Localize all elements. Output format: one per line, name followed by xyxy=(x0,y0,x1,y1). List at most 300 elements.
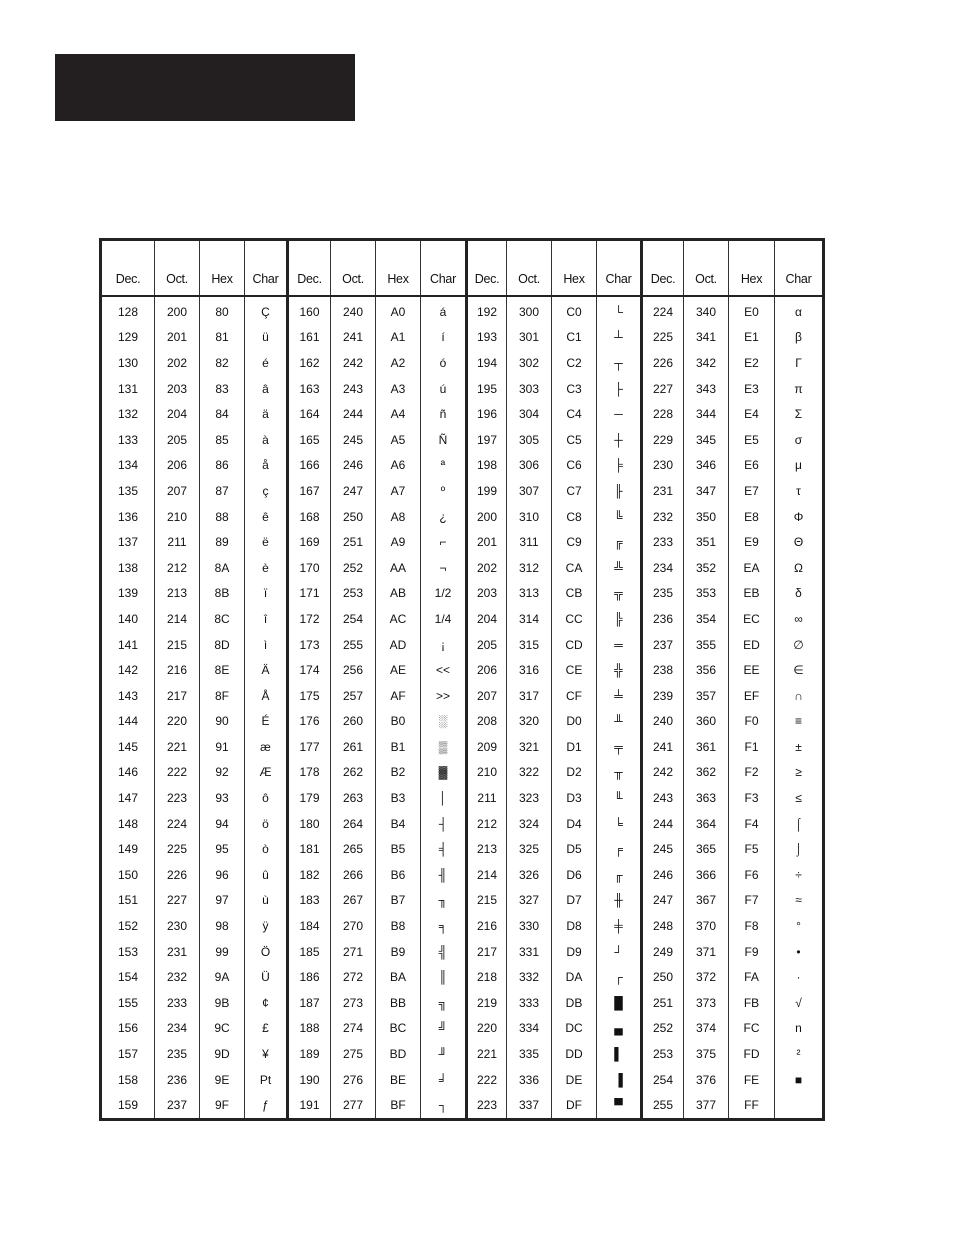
cell-hex: 94 xyxy=(200,811,245,837)
cell-dec: 168 xyxy=(288,504,331,530)
cell-oct: 356 xyxy=(684,657,729,683)
cell-dec: 167 xyxy=(288,478,331,504)
cell-hex: A0 xyxy=(376,296,421,325)
cell-dec: 161 xyxy=(288,325,331,351)
cell-char: ¢ xyxy=(245,990,288,1016)
cell-hex: AD xyxy=(376,632,421,658)
cell-hex: CB xyxy=(552,581,597,607)
cell-hex: B3 xyxy=(376,785,421,811)
cell-char: º xyxy=(421,478,467,504)
cell-dec: 145 xyxy=(101,734,155,760)
cell-char: └ xyxy=(597,296,642,325)
cell-hex: ED xyxy=(729,632,775,658)
cell-hex: C4 xyxy=(552,401,597,427)
cell-char: Ü xyxy=(245,964,288,990)
cell-dec: 172 xyxy=(288,606,331,632)
cell-char: ▀ xyxy=(597,1092,642,1119)
cell-char: ■ xyxy=(775,1067,824,1093)
cell-dec: 212 xyxy=(467,811,507,837)
cell-oct: 215 xyxy=(155,632,200,658)
cell-oct: 377 xyxy=(684,1092,729,1119)
cell-oct: 252 xyxy=(331,555,376,581)
cell-hex: 9E xyxy=(200,1067,245,1093)
cell-char: ╧ xyxy=(597,683,642,709)
cell-char: ⌡ xyxy=(775,836,824,862)
cell-dec: 234 xyxy=(642,555,684,581)
cell-hex: BB xyxy=(376,990,421,1016)
cell-hex: EB xyxy=(729,581,775,607)
cell-dec: 137 xyxy=(101,529,155,555)
cell-dec: 245 xyxy=(642,836,684,862)
cell-oct: 216 xyxy=(155,657,200,683)
cell-dec: 131 xyxy=(101,376,155,402)
cell-hex: E6 xyxy=(729,453,775,479)
cell-dec: 191 xyxy=(288,1092,331,1119)
cell-oct: 200 xyxy=(155,296,200,325)
cell-oct: 340 xyxy=(684,296,729,325)
cell-dec: 141 xyxy=(101,632,155,658)
cell-hex: E7 xyxy=(729,478,775,504)
cell-hex: F2 xyxy=(729,760,775,786)
cell-hex: 84 xyxy=(200,401,245,427)
cell-dec: 238 xyxy=(642,657,684,683)
cell-hex: E3 xyxy=(729,376,775,402)
column-header-char: Char xyxy=(775,240,824,297)
cell-oct: 361 xyxy=(684,734,729,760)
cell-hex: A2 xyxy=(376,350,421,376)
cell-hex: DA xyxy=(552,964,597,990)
cell-dec: 227 xyxy=(642,376,684,402)
cell-char: μ xyxy=(775,453,824,479)
cell-char: Ç xyxy=(245,296,288,325)
cell-dec: 147 xyxy=(101,785,155,811)
cell-hex: D5 xyxy=(552,836,597,862)
cell-dec: 150 xyxy=(101,862,155,888)
column-header-dec: Dec. xyxy=(288,240,331,297)
column-header-dec: Dec. xyxy=(101,240,155,297)
cell-dec: 160 xyxy=(288,296,331,325)
cell-char: Ä xyxy=(245,657,288,683)
column-header-oct: Oct. xyxy=(155,240,200,297)
cell-dec: 179 xyxy=(288,785,331,811)
cell-char: ╫ xyxy=(597,888,642,914)
cell-dec: 222 xyxy=(467,1067,507,1093)
cell-oct: 341 xyxy=(684,325,729,351)
cell-oct: 347 xyxy=(684,478,729,504)
cell-oct: 243 xyxy=(331,376,376,402)
cell-dec: 243 xyxy=(642,785,684,811)
cell-dec: 254 xyxy=(642,1067,684,1093)
cell-oct: 331 xyxy=(507,939,552,965)
cell-hex: F1 xyxy=(729,734,775,760)
table-row xyxy=(101,401,824,427)
cell-dec: 153 xyxy=(101,939,155,965)
cell-hex: A7 xyxy=(376,478,421,504)
cell-oct: 217 xyxy=(155,683,200,709)
cell-hex: DD xyxy=(552,1041,597,1067)
table-row xyxy=(101,1092,824,1119)
cell-oct: 256 xyxy=(331,657,376,683)
cell-oct: 226 xyxy=(155,862,200,888)
cell-char: è xyxy=(245,555,288,581)
cell-oct: 237 xyxy=(155,1092,200,1119)
cell-char: ┼ xyxy=(597,427,642,453)
cell-dec: 241 xyxy=(642,734,684,760)
cell-char: ═ xyxy=(597,632,642,658)
cell-oct: 374 xyxy=(684,1016,729,1042)
cell-hex: D1 xyxy=(552,734,597,760)
cell-dec: 226 xyxy=(642,350,684,376)
cell-hex: B9 xyxy=(376,939,421,965)
cell-dec: 163 xyxy=(288,376,331,402)
cell-oct: 267 xyxy=(331,888,376,914)
cell-hex: B4 xyxy=(376,811,421,837)
cell-dec: 162 xyxy=(288,350,331,376)
cell-dec: 190 xyxy=(288,1067,331,1093)
cell-oct: 245 xyxy=(331,427,376,453)
cell-dec: 218 xyxy=(467,964,507,990)
cell-dec: 144 xyxy=(101,709,155,735)
cell-dec: 203 xyxy=(467,581,507,607)
cell-oct: 364 xyxy=(684,811,729,837)
cell-dec: 178 xyxy=(288,760,331,786)
cell-char: Ö xyxy=(245,939,288,965)
column-header-char: Char xyxy=(421,240,467,297)
cell-dec: 199 xyxy=(467,478,507,504)
cell-hex: AE xyxy=(376,657,421,683)
cell-char: Æ xyxy=(245,760,288,786)
cell-char: ╟ xyxy=(597,478,642,504)
cell-char: ² xyxy=(775,1041,824,1067)
cell-dec: 229 xyxy=(642,427,684,453)
cell-oct: 246 xyxy=(331,453,376,479)
cell-hex: 87 xyxy=(200,478,245,504)
cell-hex: C6 xyxy=(552,453,597,479)
cell-oct: 327 xyxy=(507,888,552,914)
cell-hex: CF xyxy=(552,683,597,709)
cell-dec: 130 xyxy=(101,350,155,376)
cell-oct: 330 xyxy=(507,913,552,939)
column-header-hex: Hex xyxy=(200,240,245,297)
table-row xyxy=(101,785,824,811)
cell-hex: AA xyxy=(376,555,421,581)
cell-dec: 181 xyxy=(288,836,331,862)
cell-oct: 234 xyxy=(155,1016,200,1042)
cell-dec: 197 xyxy=(467,427,507,453)
cell-char: ╢ xyxy=(421,862,467,888)
cell-char: ë xyxy=(245,529,288,555)
cell-hex: 82 xyxy=(200,350,245,376)
cell-dec: 180 xyxy=(288,811,331,837)
cell-char: Φ xyxy=(775,504,824,530)
cell-oct: 236 xyxy=(155,1067,200,1093)
cell-oct: 372 xyxy=(684,964,729,990)
cell-dec: 228 xyxy=(642,401,684,427)
cell-hex: E8 xyxy=(729,504,775,530)
cell-hex: F7 xyxy=(729,888,775,914)
table-row xyxy=(101,325,824,351)
cell-dec: 231 xyxy=(642,478,684,504)
cell-oct: 316 xyxy=(507,657,552,683)
table-row xyxy=(101,296,824,325)
cell-oct: 205 xyxy=(155,427,200,453)
table-row xyxy=(101,760,824,786)
cell-hex: 98 xyxy=(200,913,245,939)
cell-hex: CD xyxy=(552,632,597,658)
cell-char: ▒ xyxy=(421,734,467,760)
cell-char: δ xyxy=(775,581,824,607)
cell-hex: CA xyxy=(552,555,597,581)
table-row xyxy=(101,964,824,990)
cell-hex: FB xyxy=(729,990,775,1016)
cell-hex: E9 xyxy=(729,529,775,555)
cell-dec: 169 xyxy=(288,529,331,555)
cell-char: é xyxy=(245,350,288,376)
cell-hex: 9D xyxy=(200,1041,245,1067)
cell-hex: 8C xyxy=(200,606,245,632)
cell-oct: 367 xyxy=(684,888,729,914)
table-row xyxy=(101,632,824,658)
cell-dec: 220 xyxy=(467,1016,507,1042)
cell-char: ╡ xyxy=(421,836,467,862)
cell-oct: 303 xyxy=(507,376,552,402)
cell-hex: FD xyxy=(729,1041,775,1067)
cell-char: Å xyxy=(245,683,288,709)
cell-hex: 9C xyxy=(200,1016,245,1042)
cell-dec: 237 xyxy=(642,632,684,658)
cell-char: £ xyxy=(245,1016,288,1042)
cell-dec: 208 xyxy=(467,709,507,735)
cell-oct: 223 xyxy=(155,785,200,811)
table-row xyxy=(101,862,824,888)
cell-dec: 194 xyxy=(467,350,507,376)
table-row xyxy=(101,478,824,504)
cell-char: ╒ xyxy=(597,836,642,862)
cell-char: ╞ xyxy=(597,453,642,479)
cell-oct: 204 xyxy=(155,401,200,427)
cell-char: ü xyxy=(245,325,288,351)
cell-hex: C8 xyxy=(552,504,597,530)
cell-hex: D4 xyxy=(552,811,597,837)
cell-dec: 204 xyxy=(467,606,507,632)
cell-hex: 95 xyxy=(200,836,245,862)
ascii-table xyxy=(99,238,825,1121)
cell-hex: 86 xyxy=(200,453,245,479)
cell-char: ≈ xyxy=(775,888,824,914)
cell-dec: 174 xyxy=(288,657,331,683)
cell-char: █ xyxy=(597,990,642,1016)
cell-oct: 362 xyxy=(684,760,729,786)
cell-oct: 206 xyxy=(155,453,200,479)
table-row xyxy=(101,734,824,760)
cell-char: Ω xyxy=(775,555,824,581)
cell-oct: 366 xyxy=(684,862,729,888)
cell-char: ä xyxy=(245,401,288,427)
cell-oct: 232 xyxy=(155,964,200,990)
cell-dec: 186 xyxy=(288,964,331,990)
cell-char: Θ xyxy=(775,529,824,555)
cell-hex: F8 xyxy=(729,913,775,939)
cell-oct: 353 xyxy=(684,581,729,607)
cell-dec: 142 xyxy=(101,657,155,683)
column-header-oct: Oct. xyxy=(684,240,729,297)
table-row xyxy=(101,683,824,709)
cell-oct: 312 xyxy=(507,555,552,581)
cell-hex: 96 xyxy=(200,862,245,888)
cell-char: ≥ xyxy=(775,760,824,786)
cell-dec: 239 xyxy=(642,683,684,709)
cell-dec: 138 xyxy=(101,555,155,581)
cell-char: Σ xyxy=(775,401,824,427)
cell-oct: 365 xyxy=(684,836,729,862)
cell-dec: 132 xyxy=(101,401,155,427)
cell-oct: 305 xyxy=(507,427,552,453)
cell-dec: 195 xyxy=(467,376,507,402)
cell-hex: F3 xyxy=(729,785,775,811)
cell-dec: 176 xyxy=(288,709,331,735)
cell-oct: 304 xyxy=(507,401,552,427)
cell-oct: 253 xyxy=(331,581,376,607)
cell-dec: 177 xyxy=(288,734,331,760)
cell-dec: 224 xyxy=(642,296,684,325)
cell-char: │ xyxy=(421,785,467,811)
cell-oct: 251 xyxy=(331,529,376,555)
cell-char: ╥ xyxy=(597,760,642,786)
cell-oct: 203 xyxy=(155,376,200,402)
cell-char: ≤ xyxy=(775,785,824,811)
cell-dec: 185 xyxy=(288,939,331,965)
cell-char: ± xyxy=(775,734,824,760)
cell-char: ▐ xyxy=(597,1067,642,1093)
cell-dec: 164 xyxy=(288,401,331,427)
cell-char: í xyxy=(421,325,467,351)
cell-hex: D7 xyxy=(552,888,597,914)
cell-oct: 225 xyxy=(155,836,200,862)
cell-oct: 254 xyxy=(331,606,376,632)
cell-char: ╩ xyxy=(597,555,642,581)
column-header-char: Char xyxy=(245,240,288,297)
cell-hex: B8 xyxy=(376,913,421,939)
cell-dec: 175 xyxy=(288,683,331,709)
cell-hex: E0 xyxy=(729,296,775,325)
cell-char: ≡ xyxy=(775,709,824,735)
cell-hex: F5 xyxy=(729,836,775,862)
cell-oct: 271 xyxy=(331,939,376,965)
cell-char: 1/2 xyxy=(421,581,467,607)
cell-oct: 306 xyxy=(507,453,552,479)
cell-hex: C0 xyxy=(552,296,597,325)
cell-oct: 210 xyxy=(155,504,200,530)
cell-dec: 221 xyxy=(467,1041,507,1067)
cell-oct: 376 xyxy=(684,1067,729,1093)
cell-dec: 173 xyxy=(288,632,331,658)
cell-dec: 202 xyxy=(467,555,507,581)
cell-char: ¥ xyxy=(245,1041,288,1067)
table-body xyxy=(101,296,824,1120)
cell-dec: 206 xyxy=(467,657,507,683)
cell-dec: 135 xyxy=(101,478,155,504)
cell-hex: AC xyxy=(376,606,421,632)
cell-char: >> xyxy=(421,683,467,709)
cell-char: n xyxy=(775,1016,824,1042)
cell-oct: 247 xyxy=(331,478,376,504)
cell-oct: 336 xyxy=(507,1067,552,1093)
cell-dec: 158 xyxy=(101,1067,155,1093)
cell-char: τ xyxy=(775,478,824,504)
table-header-row xyxy=(101,240,824,297)
cell-hex: FF xyxy=(729,1092,775,1119)
cell-hex: 9F xyxy=(200,1092,245,1119)
cell-hex: B1 xyxy=(376,734,421,760)
cell-char: ╚ xyxy=(597,504,642,530)
table-row xyxy=(101,836,824,862)
cell-hex: E4 xyxy=(729,401,775,427)
table-row xyxy=(101,657,824,683)
cell-char: ô xyxy=(245,785,288,811)
cell-hex: B0 xyxy=(376,709,421,735)
cell-char: ¬ xyxy=(421,555,467,581)
cell-oct: 326 xyxy=(507,862,552,888)
cell-dec: 225 xyxy=(642,325,684,351)
cell-oct: 310 xyxy=(507,504,552,530)
cell-oct: 244 xyxy=(331,401,376,427)
cell-char: ï xyxy=(245,581,288,607)
cell-dec: 216 xyxy=(467,913,507,939)
cell-oct: 333 xyxy=(507,990,552,1016)
cell-oct: 320 xyxy=(507,709,552,735)
cell-dec: 154 xyxy=(101,964,155,990)
column-header-oct: Oct. xyxy=(331,240,376,297)
cell-char: << xyxy=(421,657,467,683)
cell-char: ∩ xyxy=(775,683,824,709)
cell-oct: 334 xyxy=(507,1016,552,1042)
cell-hex: A6 xyxy=(376,453,421,479)
cell-oct: 224 xyxy=(155,811,200,837)
cell-oct: 275 xyxy=(331,1041,376,1067)
cell-dec: 235 xyxy=(642,581,684,607)
cell-char: ÷ xyxy=(775,862,824,888)
cell-char: · xyxy=(775,964,824,990)
cell-oct: 241 xyxy=(331,325,376,351)
cell-hex: BF xyxy=(376,1092,421,1119)
table-row xyxy=(101,939,824,965)
table-row xyxy=(101,1067,824,1093)
cell-oct: 354 xyxy=(684,606,729,632)
cell-dec: 215 xyxy=(467,888,507,914)
cell-dec: 246 xyxy=(642,862,684,888)
cell-char: ╦ xyxy=(597,581,642,607)
cell-oct: 250 xyxy=(331,504,376,530)
cell-hex: BA xyxy=(376,964,421,990)
cell-oct: 270 xyxy=(331,913,376,939)
cell-char: ┐ xyxy=(421,1092,467,1119)
cell-dec: 170 xyxy=(288,555,331,581)
cell-oct: 235 xyxy=(155,1041,200,1067)
cell-hex: 88 xyxy=(200,504,245,530)
cell-hex: B6 xyxy=(376,862,421,888)
cell-hex: D6 xyxy=(552,862,597,888)
cell-char: • xyxy=(775,939,824,965)
cell-char: ╙ xyxy=(597,785,642,811)
cell-char: ╘ xyxy=(597,811,642,837)
cell-dec: 230 xyxy=(642,453,684,479)
cell-hex: 97 xyxy=(200,888,245,914)
cell-dec: 151 xyxy=(101,888,155,914)
cell-dec: 255 xyxy=(642,1092,684,1119)
cell-char: ┬ xyxy=(597,350,642,376)
cell-hex: B5 xyxy=(376,836,421,862)
cell-oct: 263 xyxy=(331,785,376,811)
